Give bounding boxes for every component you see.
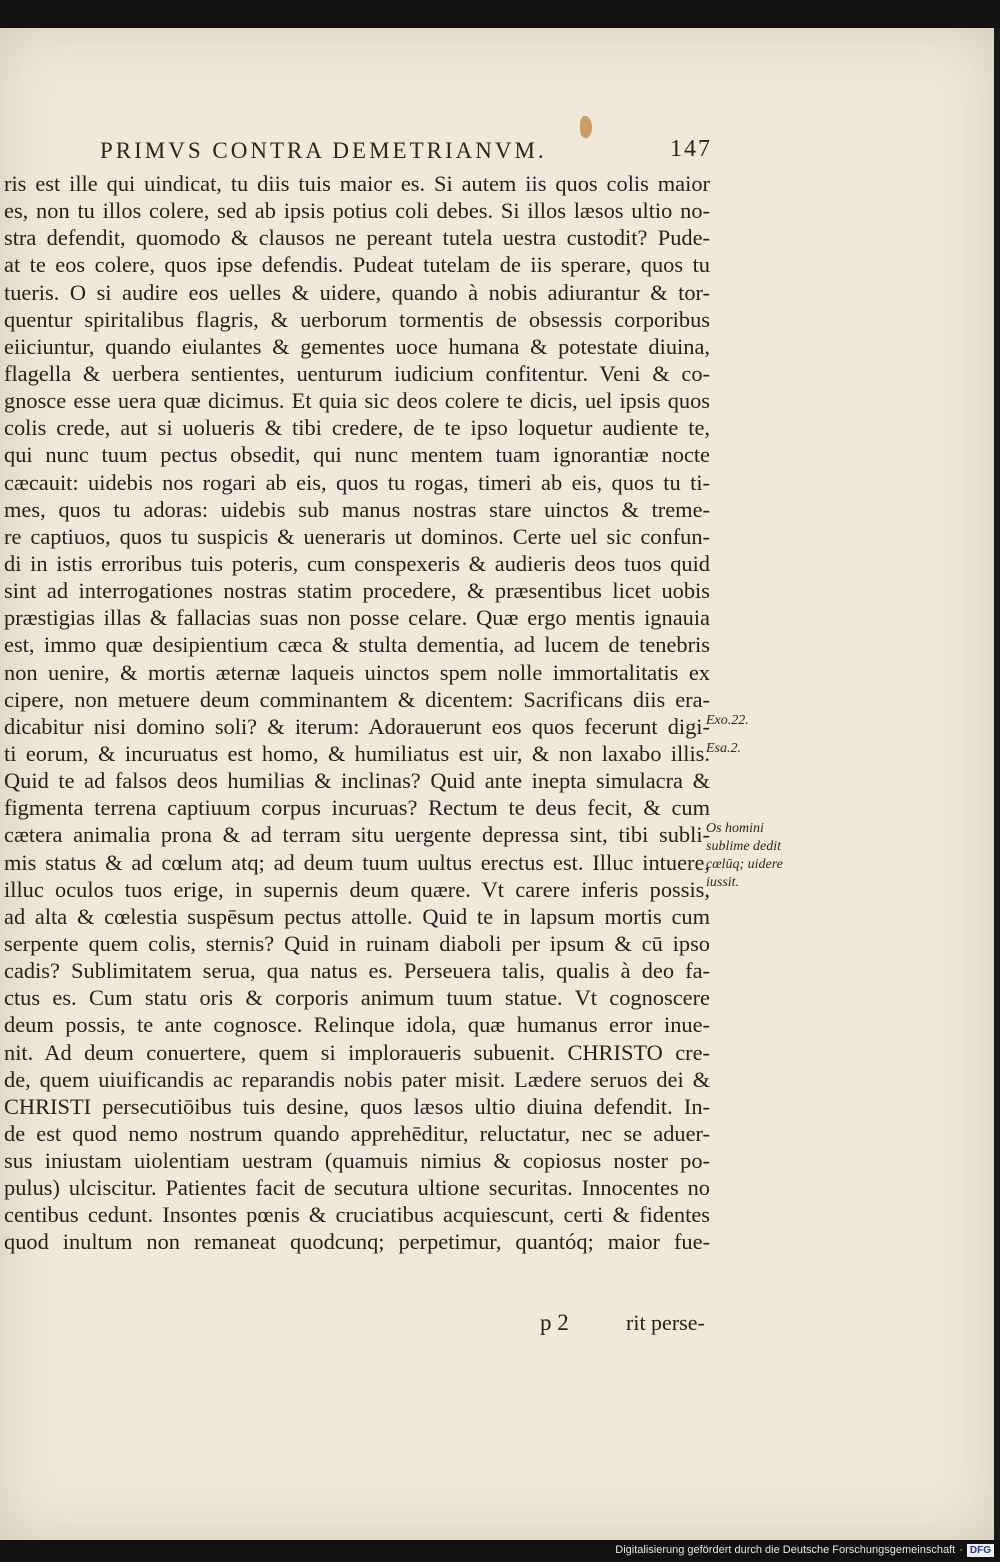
text-line: cæcauit: uidebis nos rogari ab eis, quos tu rogas, timeri ab eis, quos tu ti- — [4, 469, 710, 495]
text-line: di in istis erroribus tuis poteris, cum conspexeris & audieris deos tuos quid — [4, 550, 710, 576]
text-line: illuc oculos tuos erige, in supernis deum quære. Vt carere inferis possis, — [4, 876, 710, 902]
text-line: est, immo quæ desipientium cæca & stulta dementia, ad lucem de tenebris — [4, 632, 710, 658]
text-line: Quid te ad falsos deos humilias & inclinas? Quid ante inepta simulacra & — [4, 768, 710, 794]
text-line: flagella & uerbera sentientes, uenturum iudicium confitentur. Veni & co- — [4, 360, 710, 386]
main-text-block — [4, 170, 710, 1256]
digitization-footer — [615, 1542, 994, 1558]
text-line: cipere, non metuere deum comminantem & dicentem: Sacrificans diis era- — [4, 686, 710, 712]
text-line: quentur spiritalibus flagris, & uerborum tormentis de obsessis corporibus — [4, 306, 710, 332]
footer-credit: Digitalisierung gefördert durch die Deutsche Forschungsgemeinschaft — [615, 1544, 956, 1556]
text-line: qui nunc tuum pectus obsedit, qui nunc mentem tuam ignorantiæ nocte — [4, 442, 710, 468]
text-line: quod inultum non remaneat quodcunq; perpetimur, quantóq; maior fue- — [4, 1229, 710, 1255]
page-edge-shadow — [994, 28, 1000, 1540]
text-line: de, quem uiuificandis ac reparandis nobis pater misit. Lædere seruos dei & — [4, 1066, 710, 1092]
catchword: rit perse- — [626, 1310, 705, 1335]
text-line: dicabitur nisi domino soli? & iterum: Adorauerunt eos quos fecerunt digi- — [4, 713, 710, 739]
text-line: mes, quos tu adoras: uidebis sub manus nostras stare uinctos & treme- — [4, 496, 710, 522]
text-line: ris est ille qui uindicat, tu diis tuis maior es. Si autem iis quos colis maior — [4, 171, 710, 196]
running-header — [100, 132, 712, 172]
text-line: figmenta terrena captiuum corpus incuruas? Rectum te deus fecit, & cum — [4, 795, 710, 821]
margin-note-line: Os homini — [706, 821, 764, 836]
margin-note-exodus: Exo.22. — [706, 713, 749, 728]
text-line: mis status & ad cœlum atq; ad deum tuum uultus erectus est. Illuc intuere, — [4, 849, 710, 875]
text-line: colis crede, aut si uolueris & tibi credere, de te ipso loquetur audiente te, — [4, 415, 710, 441]
folio-number: 147 — [670, 136, 712, 162]
text-line: de est quod nemo nostrum quando apprehēditur, reluctatur, nec se aduer- — [4, 1120, 710, 1146]
text-line: cadis? Sublimitatem serua, qua natus es. Perseuera talis, qualis à deo fa- — [4, 958, 710, 984]
text-line: serpente quem colis, sternis? Quid in ruinam diaboli per ipsum & cū ipso — [4, 930, 710, 956]
text-line: gnosce esse uera quæ dicimus. Et quia sic deos colere te dicis, uel ipsis quos — [4, 388, 710, 414]
text-line: sus iniustam uiolentiam uestram (quamuis nimius & copiosus noster po- — [4, 1148, 710, 1174]
text-line: præstigias illas & fallacias suas non posse celare. Quæ ergo mentis ignauia — [4, 605, 710, 631]
text-line: cætera animalia prona & ad terram situ uergente depressa sint, tibi subli- — [4, 822, 710, 848]
text-line: tueris. O si audire eos uelles & uidere, quando à nobis adiurantur & tor- — [4, 279, 710, 305]
dfg-logo-icon: DFG — [967, 1544, 994, 1557]
margin-note-line: iussit. — [706, 875, 740, 890]
text-line: centibus cedunt. Insontes pœnis & cruciatibus acquiescunt, certi & fidentes — [4, 1202, 710, 1228]
text-line: sint ad interrogationes nostras statim procedere, & præsentibus licet uobis — [4, 578, 710, 604]
signature-mark: p 2 — [540, 1310, 569, 1335]
text-line: nit. Ad deum conuertere, quem si imploraueris subuenit. CHRISTO cre- — [4, 1039, 710, 1065]
text-line: ti eorum, & incuruatus est homo, & humiliatus est uir, & non laxabo illis. — [4, 740, 710, 766]
text-line: eiiciuntur, quando eiulantes & gementes uoce humana & potestate diuina, — [4, 333, 710, 359]
footer-dot: · — [959, 1544, 963, 1556]
margin-note-line: sublime dedit — [706, 839, 782, 854]
text-line: ctus es. Cum statu oris & corporis animum tuum statue. Vt cognoscere — [4, 985, 710, 1011]
text-line: ad alta & cœlestia suspēsum pectus attolle. Quid te in lapsum mortis cum — [4, 903, 710, 929]
text-line: at te eos colere, quos ipse defendis. Pudeat tutelam de iis sperare, quos tu — [4, 252, 710, 278]
text-line: es, non tu illos colere, sed ab ipsis potius coli debes. Si illos læsos ultio no- — [4, 198, 710, 224]
text-line: stra defendit, quomodo & clausos ne pereant tutela uestra custodit? Pude- — [4, 225, 710, 251]
text-line: pulus) ulciscitur. Patientes facit de secutura ultione securitas. Innocentes no — [4, 1175, 710, 1201]
margin-note-os-homini — [706, 820, 816, 892]
text-line: non uenire, & mortis æternæ laqueis uinctos spem nolle immortalitatis ex — [4, 659, 710, 685]
text-line: deum possis, te ante cognosce. Relinque idola, quæ humanus error inue- — [4, 1012, 710, 1038]
running-title: PRIMVS CONTRA DEMETRIANVM. — [100, 138, 547, 163]
text-line: re captiuos, quos tu suspicis & uenerаris ut dominos. Certe uel sic confun- — [4, 523, 710, 549]
text-line: CHRISTI persecutiōibus tuis desine, quos læsos ultio diuina defendit. In- — [4, 1093, 710, 1119]
margin-note-esaias: Esa.2. — [706, 741, 741, 756]
margin-note-line: cœlūq; uidere — [706, 857, 783, 872]
